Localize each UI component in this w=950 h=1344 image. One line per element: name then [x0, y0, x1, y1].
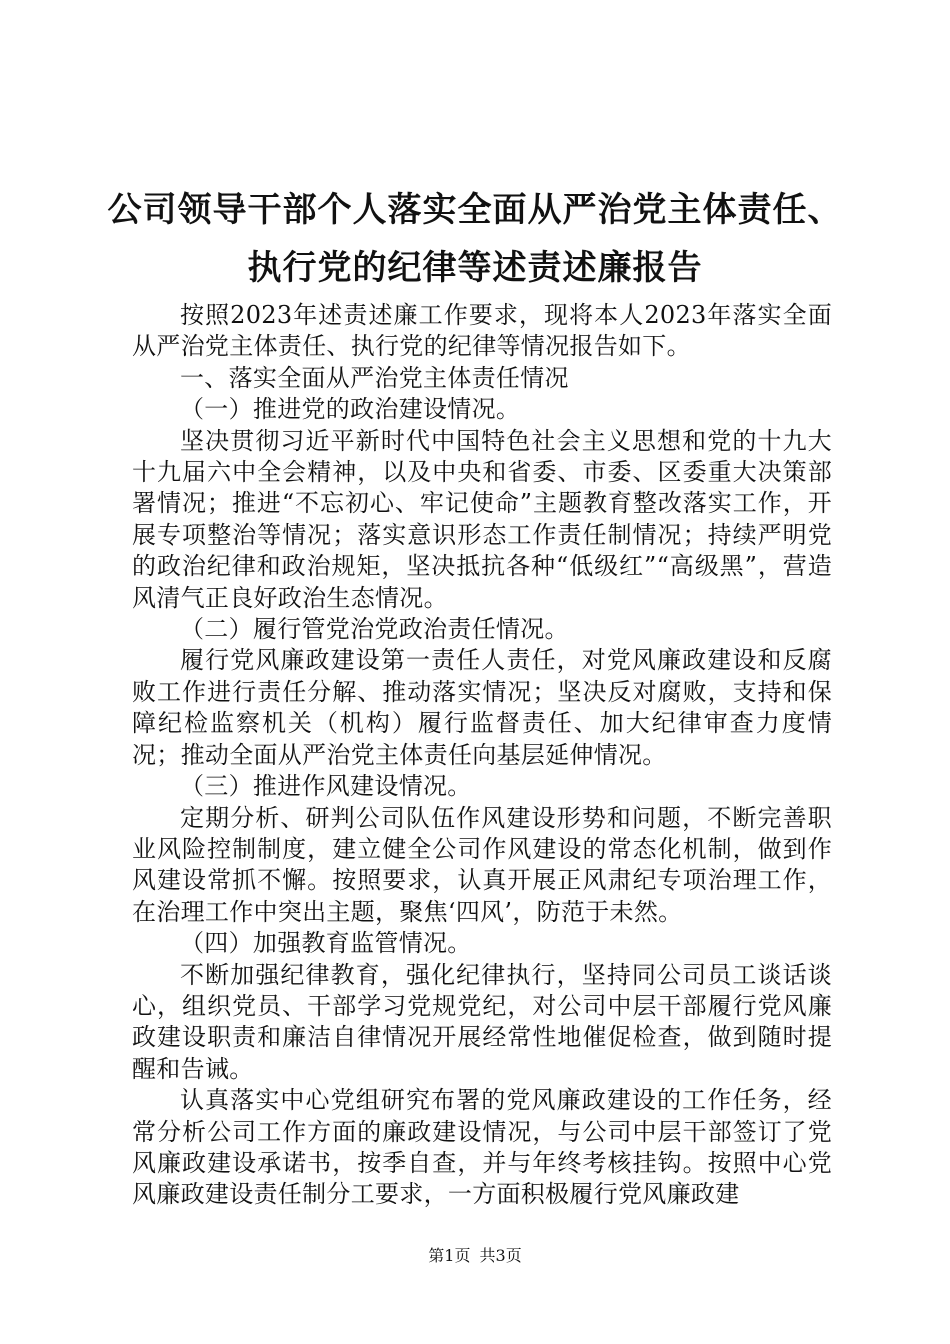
subheading-1: （一）推进党的政治建设情况。: [180, 395, 521, 424]
document-title-line-2: 执行党的纪律等述责述廉报告: [247, 248, 703, 288]
paragraph-work-style: 定期分析、研判公司队伍作风建设形势和问题，不断完善职业风险控制制度，建立健全公司作风建设的常态化机制，做到作风建设常抓不懈。按照要求，认真开展正风肃纪专项治理工作，在治理工作中突出主题，聚焦‘四风’，防范于未然。: [132, 803, 832, 926]
paragraph-governance-responsibility: 履行党风廉政建设第一责任人责任，对党风廉政建设和反腐败工作进行责任分解、推动落实情况；坚决反对腐败，支持和保障纪检监察机关（机构）履行监督责任、加大纪律审查力度情况；推动全面从严治党主体责任向基层延伸情况。: [132, 646, 832, 769]
page-total: 共3页: [479, 1246, 522, 1265]
paragraph-political-building: 坚决贯彻习近平新时代中国特色社会主义思想和党的十九大十九届六中全会精神，以及中央和省委、市委、区委重大决策部署情况；推进“不忘初心、牢记使命”主题教育整改落实工作，开展专项整治等情况；落实意识形态工作责任制情况；持续严明党的政治纪律和政治规矩，坚决抵抗各种“低级红”“高级黑”，营造风清气正良好政治生态情况。: [132, 426, 832, 612]
intro-paragraph: 按照2023年述责述廉工作要求，现将本人2023年落实全面从严治党主体责任、执行党的纪律等情况报告如下。: [132, 301, 832, 361]
subheading-3: （三）推进作风建设情况。: [180, 772, 472, 801]
paragraph-implementation: 认真落实中心党组研究布署的党风廉政建设的工作任务，经常分析公司工作方面的廉政建设情况，与公司中层干部签订了党风廉政建设承诺书，按季自查，并与年终考核挂钩。按照中心党风廉政建设责任制分工要求，一方面积极履行党风廉政建: [132, 1086, 832, 1209]
page-footer: [0, 1246, 950, 1266]
subheading-2: （二）履行管党治党政治责任情况。: [180, 615, 569, 644]
paragraph-education-supervision: 不断加强纪律教育，强化纪律执行，坚持同公司员工谈话谈心，组织党员、干部学习党规党纪，对公司中层干部履行党风廉政建设职责和廉洁自律情况开展经常性地催促检查，做到随时提醒和告诫。: [132, 960, 832, 1083]
page-number: 第1页: [428, 1246, 471, 1265]
document-body: [132, 300, 832, 1211]
document-title-line-1: 公司领导干部个人落实全面从严治党主体责任、: [107, 190, 843, 230]
section-heading-1: 一、落实全面从严治党主体责任情况: [180, 363, 569, 392]
subheading-4: （四）加强教育监管情况。: [180, 929, 472, 958]
